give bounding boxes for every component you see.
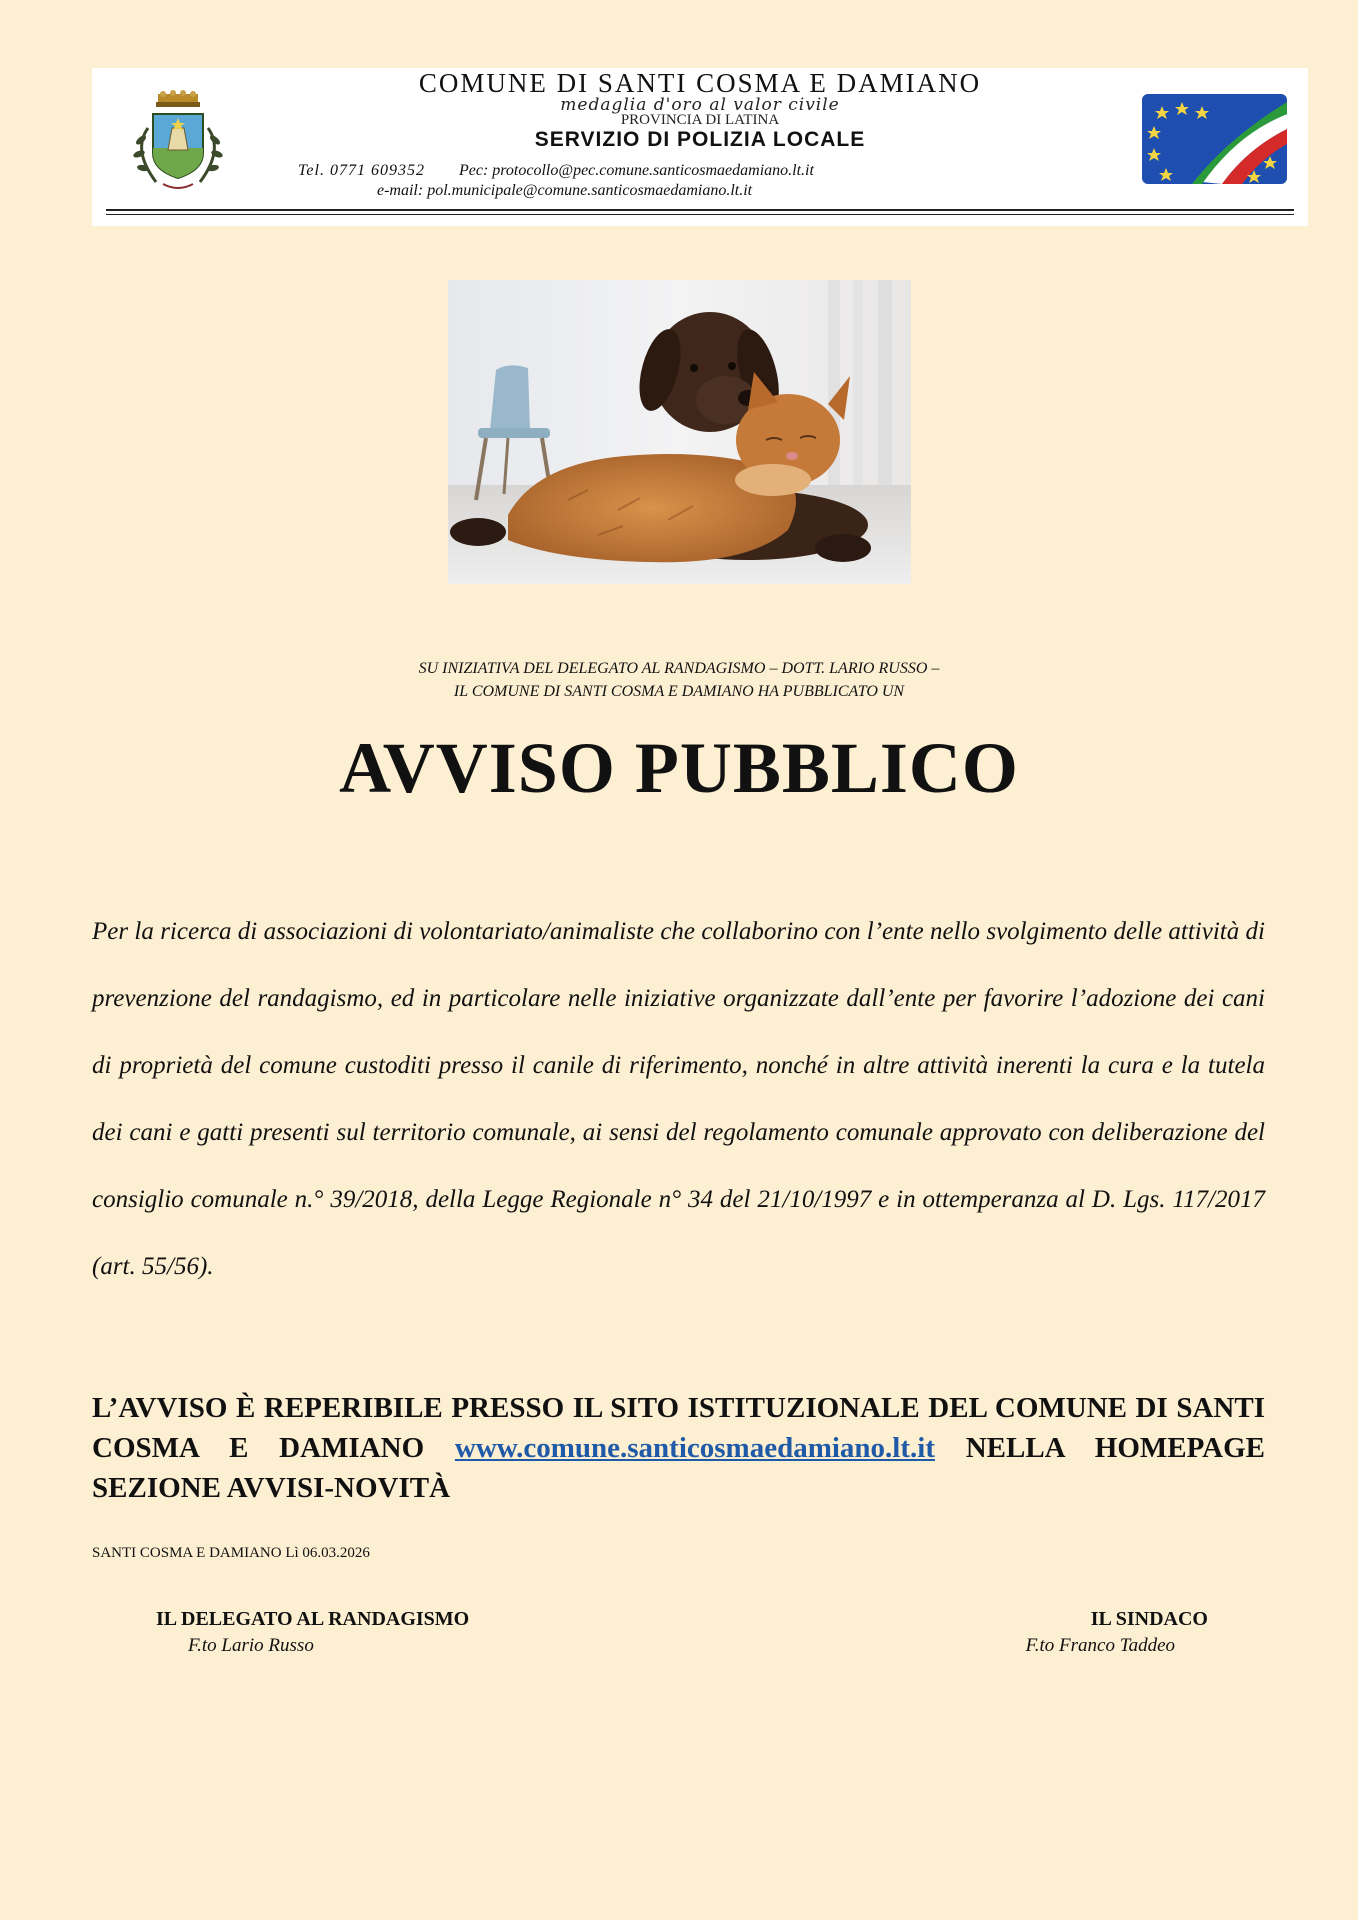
- dog-and-cat-photo: [448, 280, 911, 584]
- letterhead: [92, 68, 1308, 226]
- notice-text-before: L’AVVISO È REPERIBILE PRESSO IL SITO ISTITUZIONALE DEL COMUNE DI SANTI COSMA E DAMIANO: [92, 1392, 1265, 1464]
- delegate-role: IL DELEGATO AL RANDAGISMO: [156, 1608, 470, 1630]
- service-label: SERVIZIO DI POLIZIA LOCALE: [534, 128, 866, 151]
- page-title: AVVISO PUBBLICO: [339, 728, 1019, 808]
- intro-line-1: SU INIZIATIVA DEL DELEGATO AL RANDAGISMO – DOTT. LARIO RUSSO –: [418, 660, 940, 677]
- signature-mayor: [988, 1608, 1208, 1657]
- notice-text-after: NELLA HOMEPAGE SEZIONE AVVISI-NOVITÀ: [92, 1432, 1265, 1504]
- mayor-role: IL SINDACO: [1090, 1608, 1208, 1630]
- municipality-title: COMUNE DI SANTI COSMA E DAMIANO: [418, 68, 982, 98]
- phone-text: Tel. 0771 609352: [298, 162, 425, 179]
- website-link[interactable]: www.comune.santicosmaedamiano.lt.it: [454, 1432, 935, 1464]
- province-label: PROVINCIA DI LATINA: [620, 112, 780, 128]
- letterhead-rule: [106, 209, 1294, 211]
- pec-text: Pec: protocollo@pec.comune.santicosmaedamiano.lt.it: [458, 162, 814, 179]
- delegate-name: F.to Lario Russo: [188, 1635, 314, 1656]
- medal-subtitle: medaglia d'oro al valor civile: [560, 95, 840, 115]
- notice-body: Per la ricerca di associazioni di volontariato/animaliste che collaborino con l’ente nello svolgimento delle attività di prevenzione del randagismo, ed in particolare nelle iniziative organizzate dall’ente per favorire l’adozione dei cani di proprietà del comune custoditi presso il canile di riferimento, nonché in altre attività inerenti la cura e la tutela dei cani e gatti presenti sul territorio comunale, ai sensi del regolamento comunale approvato con deliberazione del consiglio comunale n.° 39/2018, della Legge Regionale n° 34 del 21/10/1997 e in ottemperanza al D. Lgs. 117/2017 (art. 55/56).: [92, 918, 1265, 1280]
- notice-availability: [92, 1388, 1265, 1508]
- mayor-name: F.to Franco Taddeo: [1025, 1635, 1175, 1656]
- pets-illustration: [448, 280, 911, 584]
- date-line: SANTI COSMA E DAMIANO Lì 06.03.2026: [92, 1545, 370, 1561]
- signature-delegate: [156, 1608, 469, 1657]
- intro-text: [0, 657, 1358, 703]
- contacts-line: [298, 162, 814, 180]
- intro-line-2: IL COMUNE DI SANTI COSMA E DAMIANO HA PUBBLICATO UN: [453, 683, 905, 700]
- eu-italy-flag-icon: [1142, 94, 1287, 184]
- letterhead-rule-thin: [106, 214, 1294, 215]
- email-text: e-mail: pol.municipale@comune.santicosmaedamiano.lt.it: [377, 182, 753, 199]
